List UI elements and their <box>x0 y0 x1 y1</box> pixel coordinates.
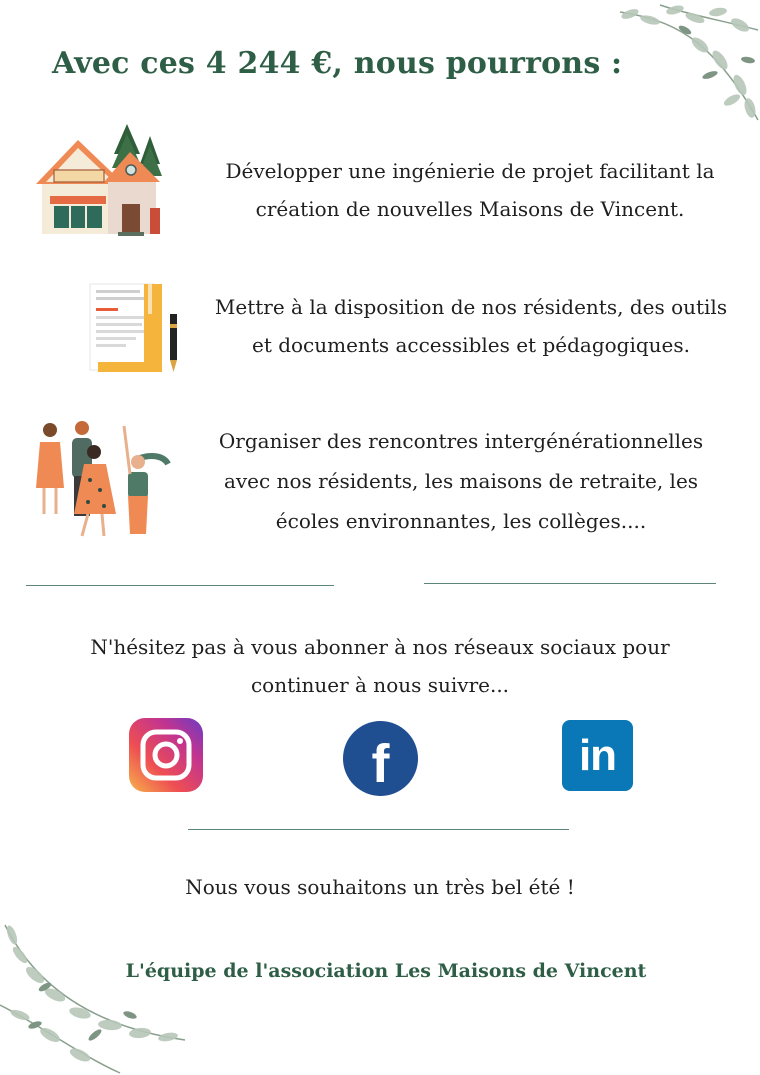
leaf-branch-bottom-left-icon <box>0 915 190 1075</box>
social-text-line-2: continuer à nous suivre... <box>250 673 510 697</box>
goal-3-line-1: Organiser des rencontres intergénérationnelles <box>218 429 704 453</box>
goal-1-text <box>200 152 740 228</box>
summer-wish-text: Nous vous souhaitons un très bel été ! <box>185 875 575 899</box>
goal-1-line-2: création de nouvelles Maisons de Vincent. <box>255 197 685 221</box>
signature-text: L'équipe de l'association Les Maisons de Vincent <box>125 960 647 982</box>
goal-2-text <box>196 288 746 364</box>
facebook-icon[interactable] <box>343 721 418 796</box>
goal-1-line-1: Développer une ingénierie de projet facilitant la <box>225 159 715 183</box>
goal-3-text <box>196 421 726 541</box>
linkedin-letters: in <box>578 730 617 780</box>
facebook-letter: f <box>371 733 390 794</box>
house-illustration-icon <box>34 122 166 240</box>
divider-bottom <box>188 829 569 830</box>
goal-2-line-1: Mettre à la disposition de nos résidents, des outils <box>214 295 728 319</box>
social-invitation-text <box>40 628 720 704</box>
people-dancing-illustration-icon <box>32 418 172 543</box>
social-text-line-1: N'hésitez pas à vous abonner à nos réseaux sociaux pour <box>90 635 670 659</box>
linkedin-icon[interactable] <box>562 720 633 791</box>
page-title: Avec ces 4 244 €, nous pourrons : <box>52 46 623 81</box>
goal-2-line-2: et documents accessibles et pédagogiques. <box>251 333 691 357</box>
divider-right <box>424 583 716 584</box>
document-pen-illustration-icon <box>88 280 184 376</box>
instagram-icon[interactable] <box>129 718 203 792</box>
goal-3-line-3: écoles environnantes, les collèges.... <box>275 509 647 533</box>
goal-3-line-2: avec nos résidents, les maisons de retraite, les <box>223 469 699 493</box>
divider-left <box>26 585 334 586</box>
